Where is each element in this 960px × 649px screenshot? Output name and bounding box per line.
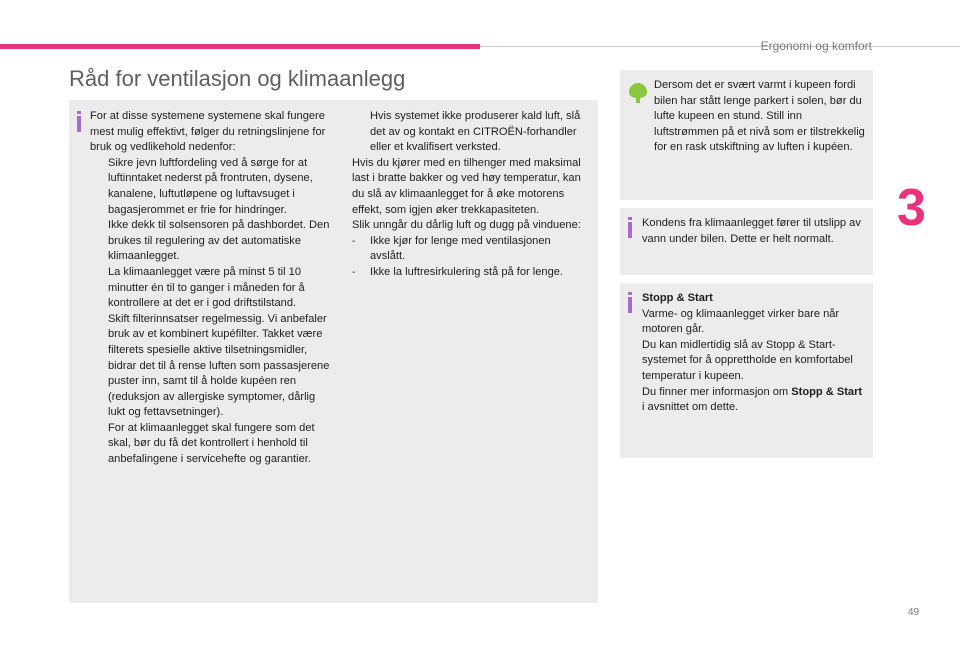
section-name: Ergonomi og komfort xyxy=(760,39,872,53)
dash-marker: - xyxy=(352,235,356,247)
fog-paragraph: Slik unngår du dårlig luft og dugg på vinduene: xyxy=(352,219,581,232)
page-number: 49 xyxy=(908,607,920,618)
header-rule xyxy=(480,46,960,47)
list-item: Hvis systemet ikke produserer kald luft, slå det av og kontakt en CITROËN-forhandler eller et kvalifisert verksted. xyxy=(370,110,581,154)
list-item: Skift filterinnsatser regelmessig. Vi anbefaler bruk av et kombinert kupéfilter. Takket være filterets spesielle aktive tilsetningsmidler, bidrar det til å rense luften som passasjerene puster inn, samt til å holde kupéen ren (reduksjon av allergiske symptomer, dårlig lukt og fettavsetninger). xyxy=(108,312,330,419)
eco-tip-text: Dersom det er svært varmt i kupeen fordi bilen har stått lenge parkert i solen, bør du lufte kupeen en stund. Still inn luftstrømmen på et nivå som er tilstrekkelig for en rask utskiftning av luften i kupéen. xyxy=(654,79,865,154)
trailer-paragraph: Hvis du kjører med en tilhenger med maksimal last i bratte bakker og ved høy temperatur, kan du slå av klimaanlegget for å øke motorens effekt, som igjen øker trekkapasiteten. xyxy=(352,156,581,216)
stop-start-heading: Stopp & Start xyxy=(642,292,713,304)
list-item: - Ikke la luftresirkulering stå på for lenge. xyxy=(352,265,588,281)
intro-text: For at disse systemene systemene skal fungere mest mulig effektivt, følger du retningslinjene for bruk og vedlikehold nedenfor: xyxy=(90,110,326,154)
list-item: La klimaanlegget være på minst 5 til 10 minutter én til to ganger i måneden for å kontrollere at det er i god driftstilstand. xyxy=(108,265,305,310)
info-icon xyxy=(77,116,81,132)
header-accent-bar xyxy=(0,44,480,49)
list-item: Sikre jevn luftfordeling ved å sørge for at luftinntaket nederst på frontruten, dysene, kanalene, luftutløpene og luftavsuget i bagasjerommet er frie for hindringer. xyxy=(108,156,313,216)
info-icon xyxy=(628,297,632,313)
list-item: For at klimaanlegget skal fungere som det skal, bør du få det kontrollert i henhold til anbefalingene i servicehefte og garantier. xyxy=(108,421,315,466)
main-column-1 xyxy=(90,109,334,468)
chapter-number: 3 xyxy=(897,179,926,237)
list-item: - Ikke kjør for lenge med ventilasjonen avslått. xyxy=(352,234,551,263)
dash-marker: - xyxy=(352,266,356,278)
info-icon xyxy=(628,222,632,238)
condensation-text: Kondens fra klimaanlegget fører til utslipp av vann under bilen. Dette er helt normalt. xyxy=(642,217,861,245)
stop-start-text: Stopp & Start Varme- og klimaanlegget virker bare når motoren går. Du kan midlertidig slå av Stopp & Start-systemet for å opprettholde en komfortabel temperatur i kupeen. Du finner mer informasjon om Stopp & Start i avsnittet om dette. xyxy=(642,292,863,414)
page-title: Råd for ventilasjon og klimaanlegg xyxy=(69,66,406,91)
list-item: Ikke dekk til solsensoren på dashbordet. Den brukes til regulering av det automatiske klimaanlegget. xyxy=(108,219,330,263)
leaf-icon xyxy=(628,82,648,104)
main-column-2 xyxy=(352,109,588,281)
